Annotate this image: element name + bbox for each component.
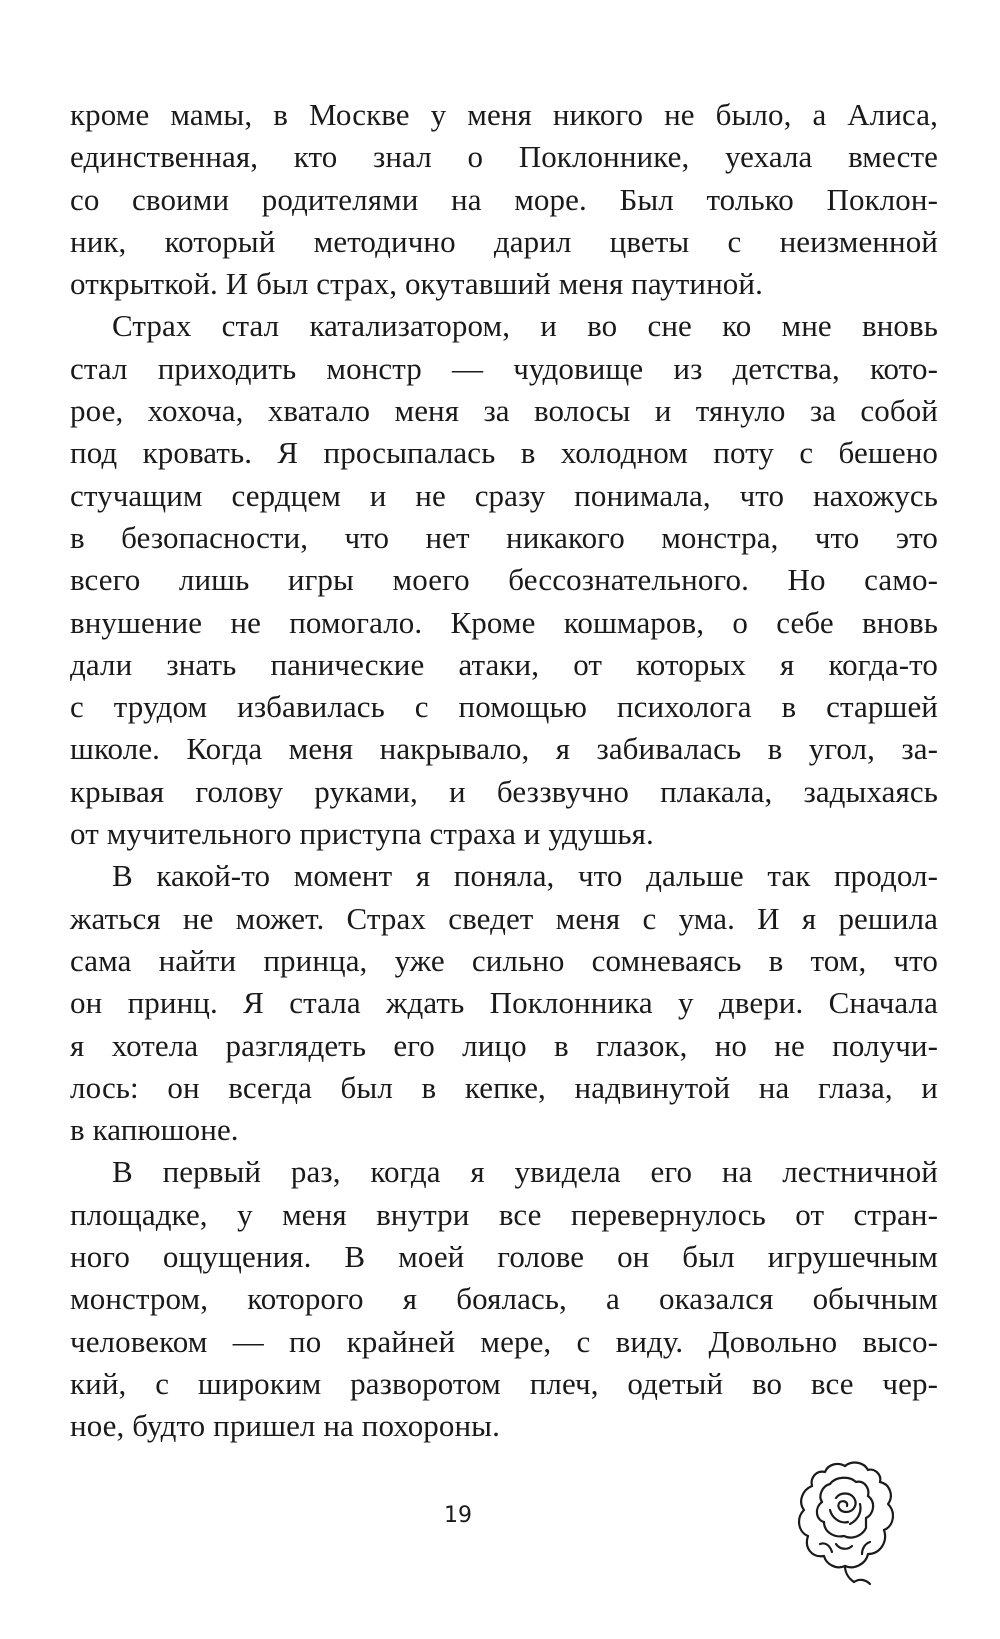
text-line: всего лишь игры моего бессознательного. Но само- [70,562,938,598]
text-line: он принц. Я стала ждать Поклонника у двери. Сначала [70,985,938,1021]
text-line: В первый раз, когда я увидела его на лестничной [112,1154,938,1190]
text-line: В какой-то момент я поняла, что дальше так продол- [112,858,938,894]
text-line: площадке, у меня внутри все перевернулось от стран- [70,1196,938,1232]
text-line: дали знать панические атаки, от которых я когда-то [70,646,938,682]
text-line: со своими родителями на море. Был только Поклон- [70,181,938,217]
text-line: кроме мамы, в Москве у меня никого не было, а Алиса, [70,97,938,132]
text-line: ного ощущения. В моей голове он был игрушечным [70,1239,938,1275]
text-line: в капюшоне. [70,1112,239,1148]
text-line: рое, хохоча, хватало меня за волосы и тянуло за собой [70,393,938,429]
paragraph [70,855,938,1151]
text-line: крывая голову руками, и беззвучно плакала, задыхаясь [70,773,938,809]
rose-icon [790,1458,900,1588]
page-number: 19 [444,1503,472,1528]
text-line: под кровать. Я просыпалась в холодном поту с бешено [70,435,938,471]
text-line: я хотела разглядеть его лицо в глазок, но не получи- [70,1027,938,1063]
paragraph [70,94,938,305]
text-line: сама найти принца, уже сильно сомневаясь в том, что [70,942,938,978]
text-line: ное, будто пришел на похороны. [70,1408,500,1444]
text-line: с трудом избавилась с помощью психолога в старшей [70,689,938,725]
text-line: стал приходить монстр — чудовище из детства, кото- [70,350,938,386]
text-line: в безопасности, что нет никакого монстра, что это [70,519,938,555]
text-line: ник, который методично дарил цветы с неизменной [70,223,938,259]
text-line: человеком — по крайней мере, с виду. Довольно высо- [70,1323,938,1359]
text-line: школе. Когда меня накрывало, я забивалась в угол, за- [70,731,938,767]
text-line: лось: он всегда был в кепке, надвинутой на глаза, и [70,1069,938,1105]
paragraph [70,1151,938,1447]
text-line: открыткой. И был страх, окутавший меня паутиной. [70,266,763,302]
text-line: Страх стал катализатором, и во сне ко мне вновь [112,308,938,344]
text-line: жаться не может. Страх сведет меня с ума. И я решила [70,900,938,936]
text-line: кий, с широким разворотом плеч, одетый во все чер- [70,1365,938,1401]
paragraph [70,305,938,855]
text-line: монстром, которого я боялась, а оказался обычным [70,1281,938,1317]
body-text [70,94,938,1448]
text-line: от мучительного приступа страха и удушья. [70,816,654,852]
text-line: стучащим сердцем и не сразу понимала, что нахожусь [70,477,938,513]
text-line: единственная, кто знал о Поклоннике, уехала вместе [70,139,938,175]
text-line: внушение не помогало. Кроме кошмаров, о себе вновь [70,604,938,640]
